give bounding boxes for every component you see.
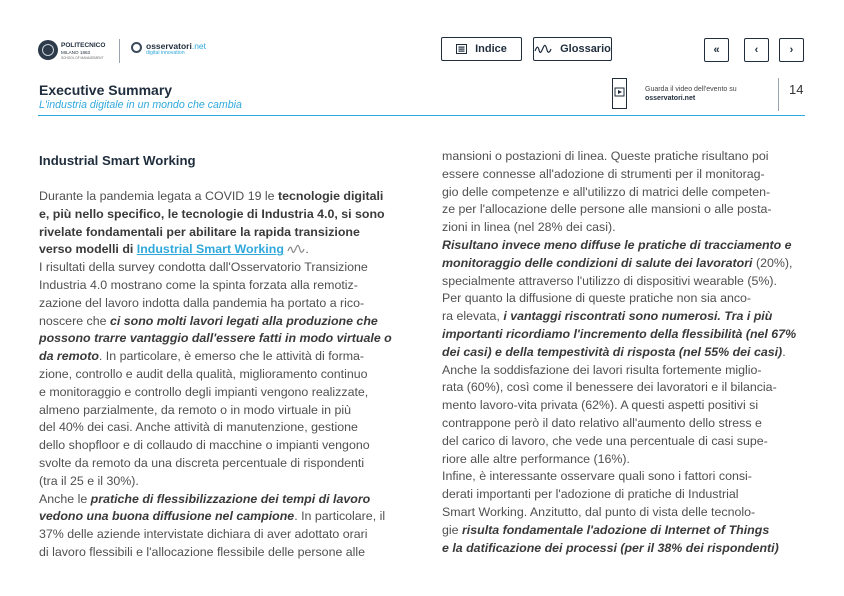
text-line bbox=[442, 362, 807, 380]
text-line bbox=[39, 206, 397, 224]
text-line bbox=[442, 201, 807, 219]
text-line bbox=[442, 273, 807, 291]
text-run: specialmente attraverso l'utilizzo di dispositivi wearable (5%). bbox=[442, 273, 777, 288]
bold-italic-text: pratiche di flessibilizzazione dei tempi di lavoro bbox=[90, 491, 371, 506]
text-run: zazione del lavoro indotta dalla pandemia ha portato a rico- bbox=[39, 295, 365, 310]
text-line bbox=[442, 344, 807, 362]
bold-italic-text: ci sono molti lavori legati alla produzione che bbox=[109, 313, 378, 328]
text-run: svolte da remoto da una discreta percentuale di rispondenti bbox=[39, 455, 365, 470]
text-run: Anche le bbox=[39, 491, 91, 506]
text-run: del carico di lavoro, che vede una percentuale di casi supe- bbox=[442, 433, 768, 448]
bold-italic-text: da remoto bbox=[39, 349, 99, 364]
text-run: Smart Working. Anzitutto, dal punto di vista delle tecnolo- bbox=[442, 504, 756, 519]
bold-italic-text: risulta fondamentale l'adozione di Internet of Things bbox=[461, 522, 770, 537]
text-run: zione, controllo e audit della qualità, miglioramento continuo bbox=[39, 366, 368, 381]
document-subtitle: L'industria digitale in un mondo che cambia bbox=[39, 99, 242, 111]
text-run: (20%), bbox=[752, 255, 793, 270]
next-page-button[interactable]: › bbox=[779, 38, 804, 62]
text-line bbox=[39, 295, 397, 313]
text-line bbox=[442, 326, 807, 344]
text-run: ze per l'allocazione delle persone alle mansioni o alle posta- bbox=[442, 202, 772, 217]
text-run: Per quanto la diffusione di queste pratiche non sia anco- bbox=[442, 291, 752, 306]
text-line bbox=[442, 166, 807, 184]
document-title: Executive Summary bbox=[39, 82, 173, 98]
text-run: gio delle competenze e all'utilizzo di matrici delle competen- bbox=[442, 184, 771, 199]
bold-text: tecnologie digitali bbox=[278, 189, 384, 203]
text-run: almeno parzialmente, da remoto o in modo virtuale in più bbox=[39, 402, 351, 417]
text-run: 37% delle aziende intervistate dichiara di aver adottato orari bbox=[39, 527, 368, 542]
text-line bbox=[442, 451, 807, 469]
bold-italic-text: importanti ricordiamo l'incremento della flessibilità (nel 67% bbox=[442, 326, 797, 341]
text-line bbox=[39, 544, 397, 562]
text-run: gie bbox=[442, 522, 462, 537]
text-line bbox=[39, 224, 397, 242]
bold-italic-text: vedono una buona diffusione nel campione bbox=[39, 509, 295, 524]
text-line bbox=[39, 241, 397, 259]
text-run: . bbox=[782, 344, 786, 359]
text-run: . In particolare, il bbox=[294, 509, 386, 524]
text-line bbox=[442, 184, 807, 202]
text-line bbox=[442, 468, 807, 486]
text-line bbox=[39, 277, 397, 295]
text-run: e monitoraggio e controllo degli impianti vengono realizzate, bbox=[39, 384, 369, 399]
text-line bbox=[442, 540, 807, 558]
left-text-column bbox=[39, 188, 397, 562]
bold-text: verso modelli di bbox=[39, 242, 137, 257]
text-line bbox=[442, 415, 807, 433]
bold-italic-text: possono trarre vantaggio dall'essere fatti in modo virtuale o bbox=[39, 331, 392, 346]
osservatori-ring-icon bbox=[131, 42, 142, 53]
bold-italic-text: Risultano invece meno diffuse le pratiche di tracciamento e bbox=[442, 237, 792, 252]
text-line bbox=[39, 188, 397, 206]
glossary-signature-icon bbox=[534, 44, 552, 54]
text-run: di lavoro flessibili e l'allocazione flessibile delle persone alle bbox=[39, 544, 366, 559]
text-line bbox=[39, 348, 397, 366]
text-run: Industria 4.0 mostrano come la spinta forzata alla remotiz- bbox=[39, 277, 358, 292]
bold-italic-text: dei casi) e della tempestività di risposta (nel 55% dei casi) bbox=[442, 344, 783, 359]
glossario-label: Glossario bbox=[560, 43, 611, 55]
politecnico-city: MILANO 1863 bbox=[61, 50, 91, 55]
osservatori-sub: digital innovation bbox=[146, 50, 185, 56]
text-line bbox=[39, 366, 397, 384]
video-site: osservatori.net bbox=[645, 95, 696, 102]
text-run: mansioni o postazioni di linea. Queste pratiche risultano poi bbox=[442, 149, 769, 163]
video-play-icon bbox=[612, 78, 627, 109]
text-line bbox=[39, 455, 397, 473]
text-run: derati importanti per l'adozione di pratiche di Industrial bbox=[442, 487, 739, 502]
glossario-button[interactable] bbox=[533, 37, 612, 61]
bold-text: e, più nello specifico, le tecnologie di Industria 4.0, si sono bbox=[39, 206, 385, 221]
text-run: rata (60%), così come il benessere dei lavoratori e il bilancia- bbox=[442, 380, 777, 395]
text-line bbox=[39, 508, 397, 526]
bold-italic-text: e la datificazione dei processi (per il 38% dei rispondenti) bbox=[442, 540, 779, 555]
video-caption: Guarda il video dell'evento su bbox=[645, 86, 737, 93]
header-rule bbox=[38, 115, 805, 116]
text-line bbox=[39, 330, 397, 348]
text-line bbox=[39, 491, 397, 509]
text-run: . bbox=[305, 242, 309, 257]
text-line bbox=[39, 402, 397, 420]
text-run: Durante la pandemia legata a COVID 19 le bbox=[39, 189, 279, 203]
text-run: noscere che bbox=[39, 313, 110, 328]
text-run: Anche la soddisfazione dei lavori risulta fortemente miglio- bbox=[442, 362, 762, 377]
text-line bbox=[442, 290, 807, 308]
bold-italic-text: i vantaggi riscontrati sono numerosi. Tra i più bbox=[503, 309, 773, 324]
section-heading: Industrial Smart Working bbox=[39, 153, 196, 168]
text-run: dello shopfloor e di collaudo di macchine o impianti vengono bbox=[39, 438, 370, 453]
text-run: riore alle altre performance (16%). bbox=[442, 451, 631, 466]
first-page-button[interactable]: « bbox=[704, 38, 729, 62]
text-line bbox=[442, 522, 807, 540]
text-line bbox=[442, 397, 807, 415]
politecnico-logo bbox=[38, 40, 112, 62]
text-line bbox=[39, 419, 397, 437]
text-line bbox=[442, 504, 807, 522]
osservatori-logo bbox=[131, 40, 216, 62]
osservatori-name: osservatori.net bbox=[146, 41, 207, 51]
prev-page-button[interactable]: ‹ bbox=[744, 38, 769, 62]
glossary-link[interactable]: Industrial Smart Working bbox=[136, 242, 284, 257]
page-number: 14 bbox=[789, 82, 804, 97]
text-line bbox=[39, 313, 397, 331]
logo-divider bbox=[119, 39, 120, 63]
politecnico-name: POLITECNICO bbox=[61, 42, 106, 49]
text-line bbox=[39, 259, 397, 277]
text-line bbox=[442, 148, 807, 166]
indice-button[interactable] bbox=[441, 37, 522, 61]
text-line bbox=[442, 237, 807, 255]
text-line bbox=[442, 219, 807, 237]
text-run: contrappone però il dato relativo all'aumento dello stress e bbox=[442, 415, 762, 430]
text-line bbox=[442, 379, 807, 397]
text-run: essere connesse all'adozione di strumenti per il monitorag- bbox=[442, 166, 765, 181]
politecnico-school: SCHOOL OF MANAGEMENT bbox=[61, 56, 104, 60]
text-run: del 40% dei casi. Anche attività di manutenzione, gestione bbox=[39, 420, 358, 435]
text-run: zioni in linea (nel 28% dei casi). bbox=[442, 220, 616, 235]
glossary-signature-icon[interactable] bbox=[287, 244, 305, 254]
bold-text: rivelate fondamentali per abilitare la rapida transizione bbox=[39, 224, 360, 239]
text-line bbox=[39, 384, 397, 402]
right-text-column bbox=[442, 148, 807, 557]
index-list-icon bbox=[456, 44, 467, 54]
bold-italic-text: monitoraggio delle condizioni di salute dei lavoratori bbox=[442, 255, 753, 270]
text-run: mento lavoro-vita privata (62%). A questi aspetti positivi si bbox=[442, 398, 759, 413]
text-run: I risultati della survey condotta dall'Osservatorio Transizione bbox=[39, 260, 368, 275]
text-line bbox=[442, 486, 807, 504]
indice-label: Indice bbox=[475, 43, 507, 55]
text-line bbox=[442, 308, 807, 326]
video-link[interactable] bbox=[612, 78, 779, 111]
text-run: . In particolare, è emerso che le attività di forma- bbox=[98, 349, 365, 364]
text-run: (tra il 25 e il 30%). bbox=[39, 473, 139, 488]
text-line bbox=[39, 526, 397, 544]
politecnico-seal-icon bbox=[38, 40, 58, 60]
text-line bbox=[39, 473, 397, 491]
text-run: Infine, è interessante osservare quali sono i fattori consi- bbox=[442, 469, 752, 484]
text-line bbox=[442, 433, 807, 451]
text-line bbox=[39, 437, 397, 455]
text-run: ra elevata, bbox=[442, 309, 504, 324]
text-line bbox=[442, 255, 807, 273]
